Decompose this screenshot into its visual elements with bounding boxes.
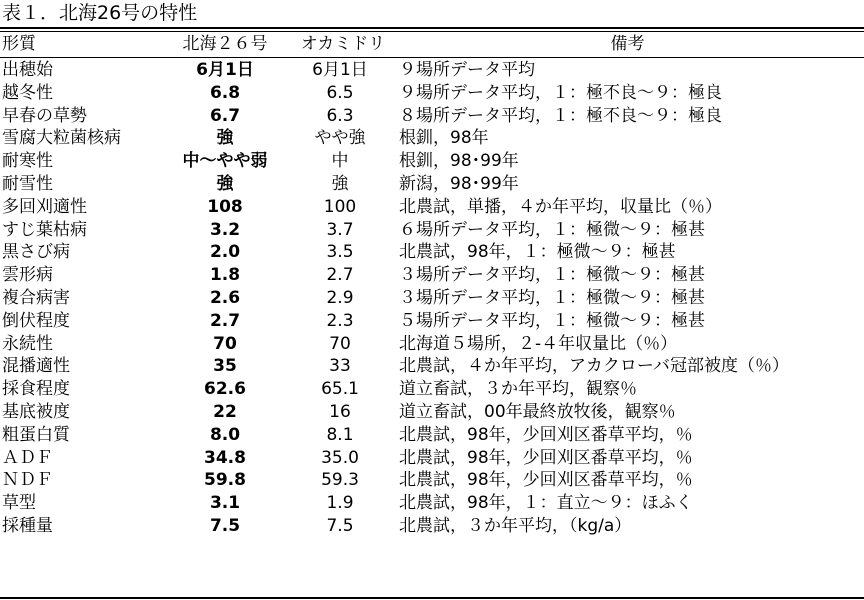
remarks-cell: 道立畜試，３か年平均，観察％ [399, 379, 637, 400]
table-row [0, 401, 864, 424]
hokkai26-cell: 強 [216, 128, 234, 149]
table-row [0, 515, 864, 538]
hokkai26-cell: 6月1日 [196, 60, 254, 80]
hokkai26-cell: 108 [207, 196, 243, 217]
okamidori-cell: 8.1 [326, 424, 354, 445]
remarks-cell: 北農試，３か年平均，（kg/a） [399, 516, 632, 536]
table-row [0, 333, 864, 356]
hokkai26-cell: 70 [213, 333, 237, 354]
okamidori-cell: 2.7 [326, 265, 354, 286]
okamidori-cell: 100 [323, 196, 357, 217]
table-row [0, 127, 864, 150]
okamidori-cell: 65.1 [321, 379, 359, 400]
hokkai26-cell: 2.7 [209, 310, 241, 331]
remarks-cell: ８場所データ平均，１：極不良～９：極良 [399, 105, 722, 126]
hokkai26-cell: 中～やや弱 [182, 151, 268, 172]
okamidori-cell: 16 [329, 402, 351, 422]
hokkai26-cell: 7.5 [209, 516, 241, 536]
header-rule [0, 57, 864, 58]
trait-cell: ＮＤＦ [2, 470, 53, 491]
remarks-cell: ５場所データ平均，１：極微～９：極甚 [399, 310, 705, 331]
hokkai26-cell: 1.8 [209, 265, 241, 286]
remarks-cell: 道立畜試，00年最終放牧後，観察％ [399, 402, 676, 422]
table-row [0, 264, 864, 287]
okamidori-cell: 6月1日 [312, 60, 368, 80]
trait-cell: 多回刈適性 [2, 196, 87, 217]
table-row [0, 105, 864, 128]
table-row [0, 219, 864, 242]
okamidori-cell: 6.3 [326, 105, 354, 126]
hokkai26-cell: 強 [216, 174, 234, 194]
hokkai26-cell: 6.7 [209, 105, 241, 126]
table-row [0, 492, 864, 515]
remarks-cell: ３場所データ平均，１：極微～９：極甚 [399, 265, 705, 286]
remarks-cell: ９場所データ平均，１：極不良～９：極良 [399, 82, 722, 103]
hokkai26-cell: 2.6 [209, 288, 241, 308]
remarks-cell: 北農試，98年，１：極微～９：極甚 [399, 242, 676, 263]
okamidori-cell: 3.7 [326, 219, 354, 240]
remarks-cell: ９場所データ平均 [399, 60, 535, 80]
okamidori-cell: 59.3 [321, 470, 359, 491]
trait-cell: 粗蛋白質 [2, 424, 70, 445]
table-row [0, 355, 864, 378]
top-rule-thin [0, 31, 864, 32]
remarks-cell: ６場所データ平均，１：極微～９：極甚 [399, 219, 705, 240]
trait-cell: 越冬性 [2, 82, 53, 103]
table-row [0, 310, 864, 333]
trait-cell: 採種量 [2, 516, 53, 536]
remarks-cell: 根釧，98年 [399, 128, 489, 149]
remarks-cell: 北農試，98年，１：直立～９：ほふく [399, 493, 693, 514]
hokkai26-cell: 8.0 [209, 424, 241, 445]
okamidori-cell: 7.5 [326, 516, 354, 536]
trait-cell: 耐寒性 [2, 151, 53, 172]
table-row [0, 150, 864, 173]
hokkai26-cell: 34.8 [204, 447, 246, 468]
header-okamidori: オカミドリ [300, 34, 386, 54]
remarks-cell: 新潟，98･99年 [399, 174, 519, 194]
remarks-cell: 北農試，４か年平均，アカクローバ冠部被度（％） [399, 356, 789, 377]
okamidori-cell: 35.0 [321, 447, 359, 468]
okamidori-cell: 70 [329, 333, 351, 354]
remarks-cell: ３場所データ平均，１：極微～９：極甚 [399, 288, 705, 308]
okamidori-cell: 6.5 [326, 82, 354, 103]
trait-cell: 複合病害 [2, 288, 70, 308]
table-row [0, 241, 864, 264]
top-rule-thick [0, 27, 864, 29]
table-row [0, 469, 864, 492]
trait-cell: すじ葉枯病 [2, 219, 87, 240]
okamidori-cell: 強 [331, 174, 349, 194]
trait-cell: 永続性 [2, 333, 53, 354]
okamidori-cell: やや強 [314, 128, 366, 149]
okamidori-cell: 3.5 [326, 242, 354, 263]
hokkai26-cell: 22 [213, 402, 237, 422]
header-trait: 形質 [2, 34, 36, 54]
table-title: 表１．北海26号の特性 [2, 2, 198, 24]
remarks-cell: 北農試，単播，４か年平均，収量比（％） [399, 196, 722, 217]
hokkai26-cell: 59.8 [204, 470, 246, 491]
table-row [0, 59, 864, 82]
trait-cell: 早春の草勢 [2, 105, 87, 126]
trait-cell: 耐雪性 [2, 174, 53, 194]
trait-cell: 混播適性 [2, 356, 70, 377]
header-remarks: 備考 [610, 34, 645, 54]
okamidori-cell: 2.3 [326, 310, 354, 331]
table-row [0, 196, 864, 219]
trait-cell: 黒さび病 [2, 242, 70, 263]
table-row [0, 378, 864, 401]
table-row [0, 447, 864, 470]
hokkai26-cell: 3.2 [209, 219, 241, 240]
remarks-cell: 根釧，98･99年 [399, 151, 519, 172]
table-row [0, 287, 864, 310]
okamidori-cell: 中 [331, 151, 349, 172]
hokkai26-cell: 35 [213, 356, 237, 377]
trait-cell: 倒伏程度 [2, 310, 70, 331]
remarks-cell: 北農試，98年，少回刈区番草平均，％ [399, 447, 693, 468]
trait-cell: 雪腐大粒菌核病 [2, 128, 121, 149]
bottom-rule [0, 597, 864, 599]
trait-cell: 雲形病 [2, 265, 53, 286]
remarks-cell: 北海道５場所，２-４年収量比（％） [399, 333, 678, 354]
trait-cell: ＡＤＦ [2, 447, 53, 468]
trait-cell: 草型 [2, 493, 36, 514]
remarks-cell: 北農試，98年，少回刈区番草平均，％ [399, 424, 693, 445]
hokkai26-cell: 6.8 [209, 82, 241, 103]
okamidori-cell: 33 [329, 356, 351, 377]
header-hokkai26: 北海２６号 [182, 34, 268, 54]
table-row [0, 173, 864, 196]
okamidori-cell: 1.9 [326, 493, 354, 514]
table-header-row [0, 33, 864, 56]
trait-cell: 採食程度 [2, 379, 70, 400]
remarks-cell: 北農試，98年，少回刈区番草平均，％ [399, 470, 693, 491]
table-row [0, 82, 864, 105]
okamidori-cell: 2.9 [326, 288, 354, 308]
trait-cell: 基底被度 [2, 402, 70, 422]
hokkai26-cell: 2.0 [209, 242, 241, 263]
hokkai26-cell: 62.6 [204, 379, 246, 400]
trait-cell: 出穂始 [2, 60, 53, 80]
hokkai26-cell: 3.1 [209, 493, 241, 514]
table-row [0, 424, 864, 447]
